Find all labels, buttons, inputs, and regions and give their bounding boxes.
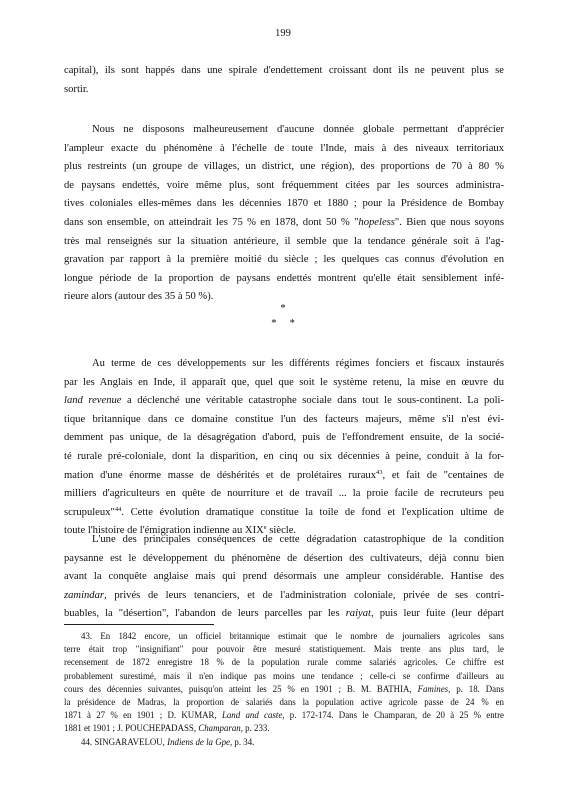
text-line: Nous ne disposons malheureusement d'aucune donnée globale permettant d'apprécier xyxy=(92,124,504,135)
paragraph-3 xyxy=(64,355,504,541)
text-line: longue période de la proportion de paysans endettés montrent qu'elle était sensiblement infé- xyxy=(64,272,504,284)
footnote-line: 1881 et 1901 ; J. POUCHEPADASS, Champaran, p. 233. xyxy=(64,723,270,734)
text-line: milliers d'agriculteurs en quête de nourriture et de travail ... la proie facile de recruteurs peu xyxy=(64,488,504,500)
footnote-line: cours des décennies suivantes, puisqu'on atteint les 25 % en 1901 ; B. M. BATHIA, Famines, p. 18. Dans xyxy=(64,683,504,694)
footnote-separator xyxy=(64,624,214,625)
text-line: avant la conquête anglaise mais qui prend désormais une ampleur considérable. Hantise des xyxy=(64,571,504,583)
text-line: gravation par rapport à la première moitié du siècle ; les quelques cas connus d'évolution en xyxy=(64,254,504,266)
text-line: Au terme de ces développements sur les différents régimes fonciers et fiscaux instaurés xyxy=(92,358,504,369)
paragraph-1 xyxy=(64,62,504,99)
text-line: sortir. xyxy=(64,83,89,95)
text-line: de paysans endettés, voire même plus, sont fréquemment citées par les sources administra- xyxy=(64,179,504,191)
text-line: paysanne est le développement du phénomène de désertion des cultivateurs, déjà connu bien xyxy=(64,552,504,564)
text-line: scrupuleux"$^{44}$. Cette évolution dramatique constitue la toile de fond et l'explication ultime de xyxy=(64,505,504,518)
footnote-line: 1871 à 27 % en 1901 ; D. KUMAR, Land and caste, p. 172-174. Dans le Champaran, de 20 à 25 % entre xyxy=(64,710,504,721)
text-line: rieure alors (autour des 35 à 50 %). xyxy=(64,291,214,303)
paragraph-4 xyxy=(64,531,504,624)
text-line: tives coloniales elles-mêmes dans les décennies 1870 et 1880 ; pour la Présidence de Bombay xyxy=(64,198,504,210)
footnote-line: terre était trop "insignifiant" pour pouvoir être mesuré statistiquement. Mais trente ans plus tard, le xyxy=(64,644,504,655)
footnote-line: 43. En 1842 encore, un officiel britannique estimait que le nombre de journaliers agricoles sans xyxy=(81,631,504,641)
text-line: très mal renseignés sur la situation antérieure, il semble que la tendance générale soit à l'ag- xyxy=(64,235,504,247)
footnote-line: probablement surestimé, mais il n'en indique pas moins une tendance ; celle-ci se confirme d'ailleurs au xyxy=(64,670,504,681)
text-line: capital), ils sont happés dans une spirale d'endettement croissant dont ils ne peuvent plus se xyxy=(64,65,504,76)
text-line: l'ampleur exacte du phénomène à l'échelle de toute l'Inde, mais à des niveaux territoriaux xyxy=(64,142,504,154)
text-line: zamindar, privés de leurs tenanciers, et de l'administration coloniale, privée de ses contri- xyxy=(64,589,504,601)
text-line: dans son ensemble, on atteindrait les 75 % en 1878, dont 50 % "hopeless". Bien que nous soyons xyxy=(64,216,504,228)
footnote-line: recensement de 1872 enregistre 18 % de la population rurale comme salariés agricoles. Ce chiffre est xyxy=(64,657,504,668)
footnote-line: 44. SINGARAVELOU, Indiens de la Gpe, p. 34. xyxy=(81,736,255,747)
text-line: demment pas unique, de la désagrégation d'abord, puis de l'effondrement ensuite, de la socié- xyxy=(64,432,504,444)
text-line: té rurale pré-coloniale, dont la disparition, en cinq ou six décennies à peine, conduit à la for- xyxy=(64,450,504,462)
section-break-top: * xyxy=(280,303,286,314)
paragraph-2 xyxy=(64,121,504,307)
footnotes xyxy=(64,630,504,749)
text-line: plus restreints (un groupe de villages, un district, une région), des proportions de 70 à 80 % xyxy=(64,161,504,173)
text-line: mation d'une énorme masse de déshérités et de prolétaires ruraux$^{43}$, et fait de "centaines de xyxy=(64,468,505,481)
footnote-line: la présidence de Madras, la proportion de salariés dans la population active agricole passe de 24 % en xyxy=(64,697,504,708)
text-line: par les Anglais en Inde, il apparaît que, quel que soit le système retenu, la mise en œuvre du xyxy=(64,376,504,388)
section-break-bottom: * * xyxy=(271,318,295,329)
text-line: toute l'histoire de l'émigration indienne au XIXe siècle. xyxy=(64,524,297,537)
text-line: buables, la "désertion", l'abandon de leurs parcelles par les raiyat, puis leur fuite (leur départ xyxy=(64,608,505,620)
text-line: land revenue a déclenché une véritable catastrophe sociale dans tout le sous-continent. La poli- xyxy=(64,395,504,407)
text-line: L'une des principales conséquences de cette dégradation catastrophique de la condition xyxy=(92,534,504,545)
text-line: tique britannique dans ce domaine constitue l'un des facteurs majeurs, même s'il n'est évi- xyxy=(64,413,504,425)
page-number: 199 xyxy=(275,28,291,39)
